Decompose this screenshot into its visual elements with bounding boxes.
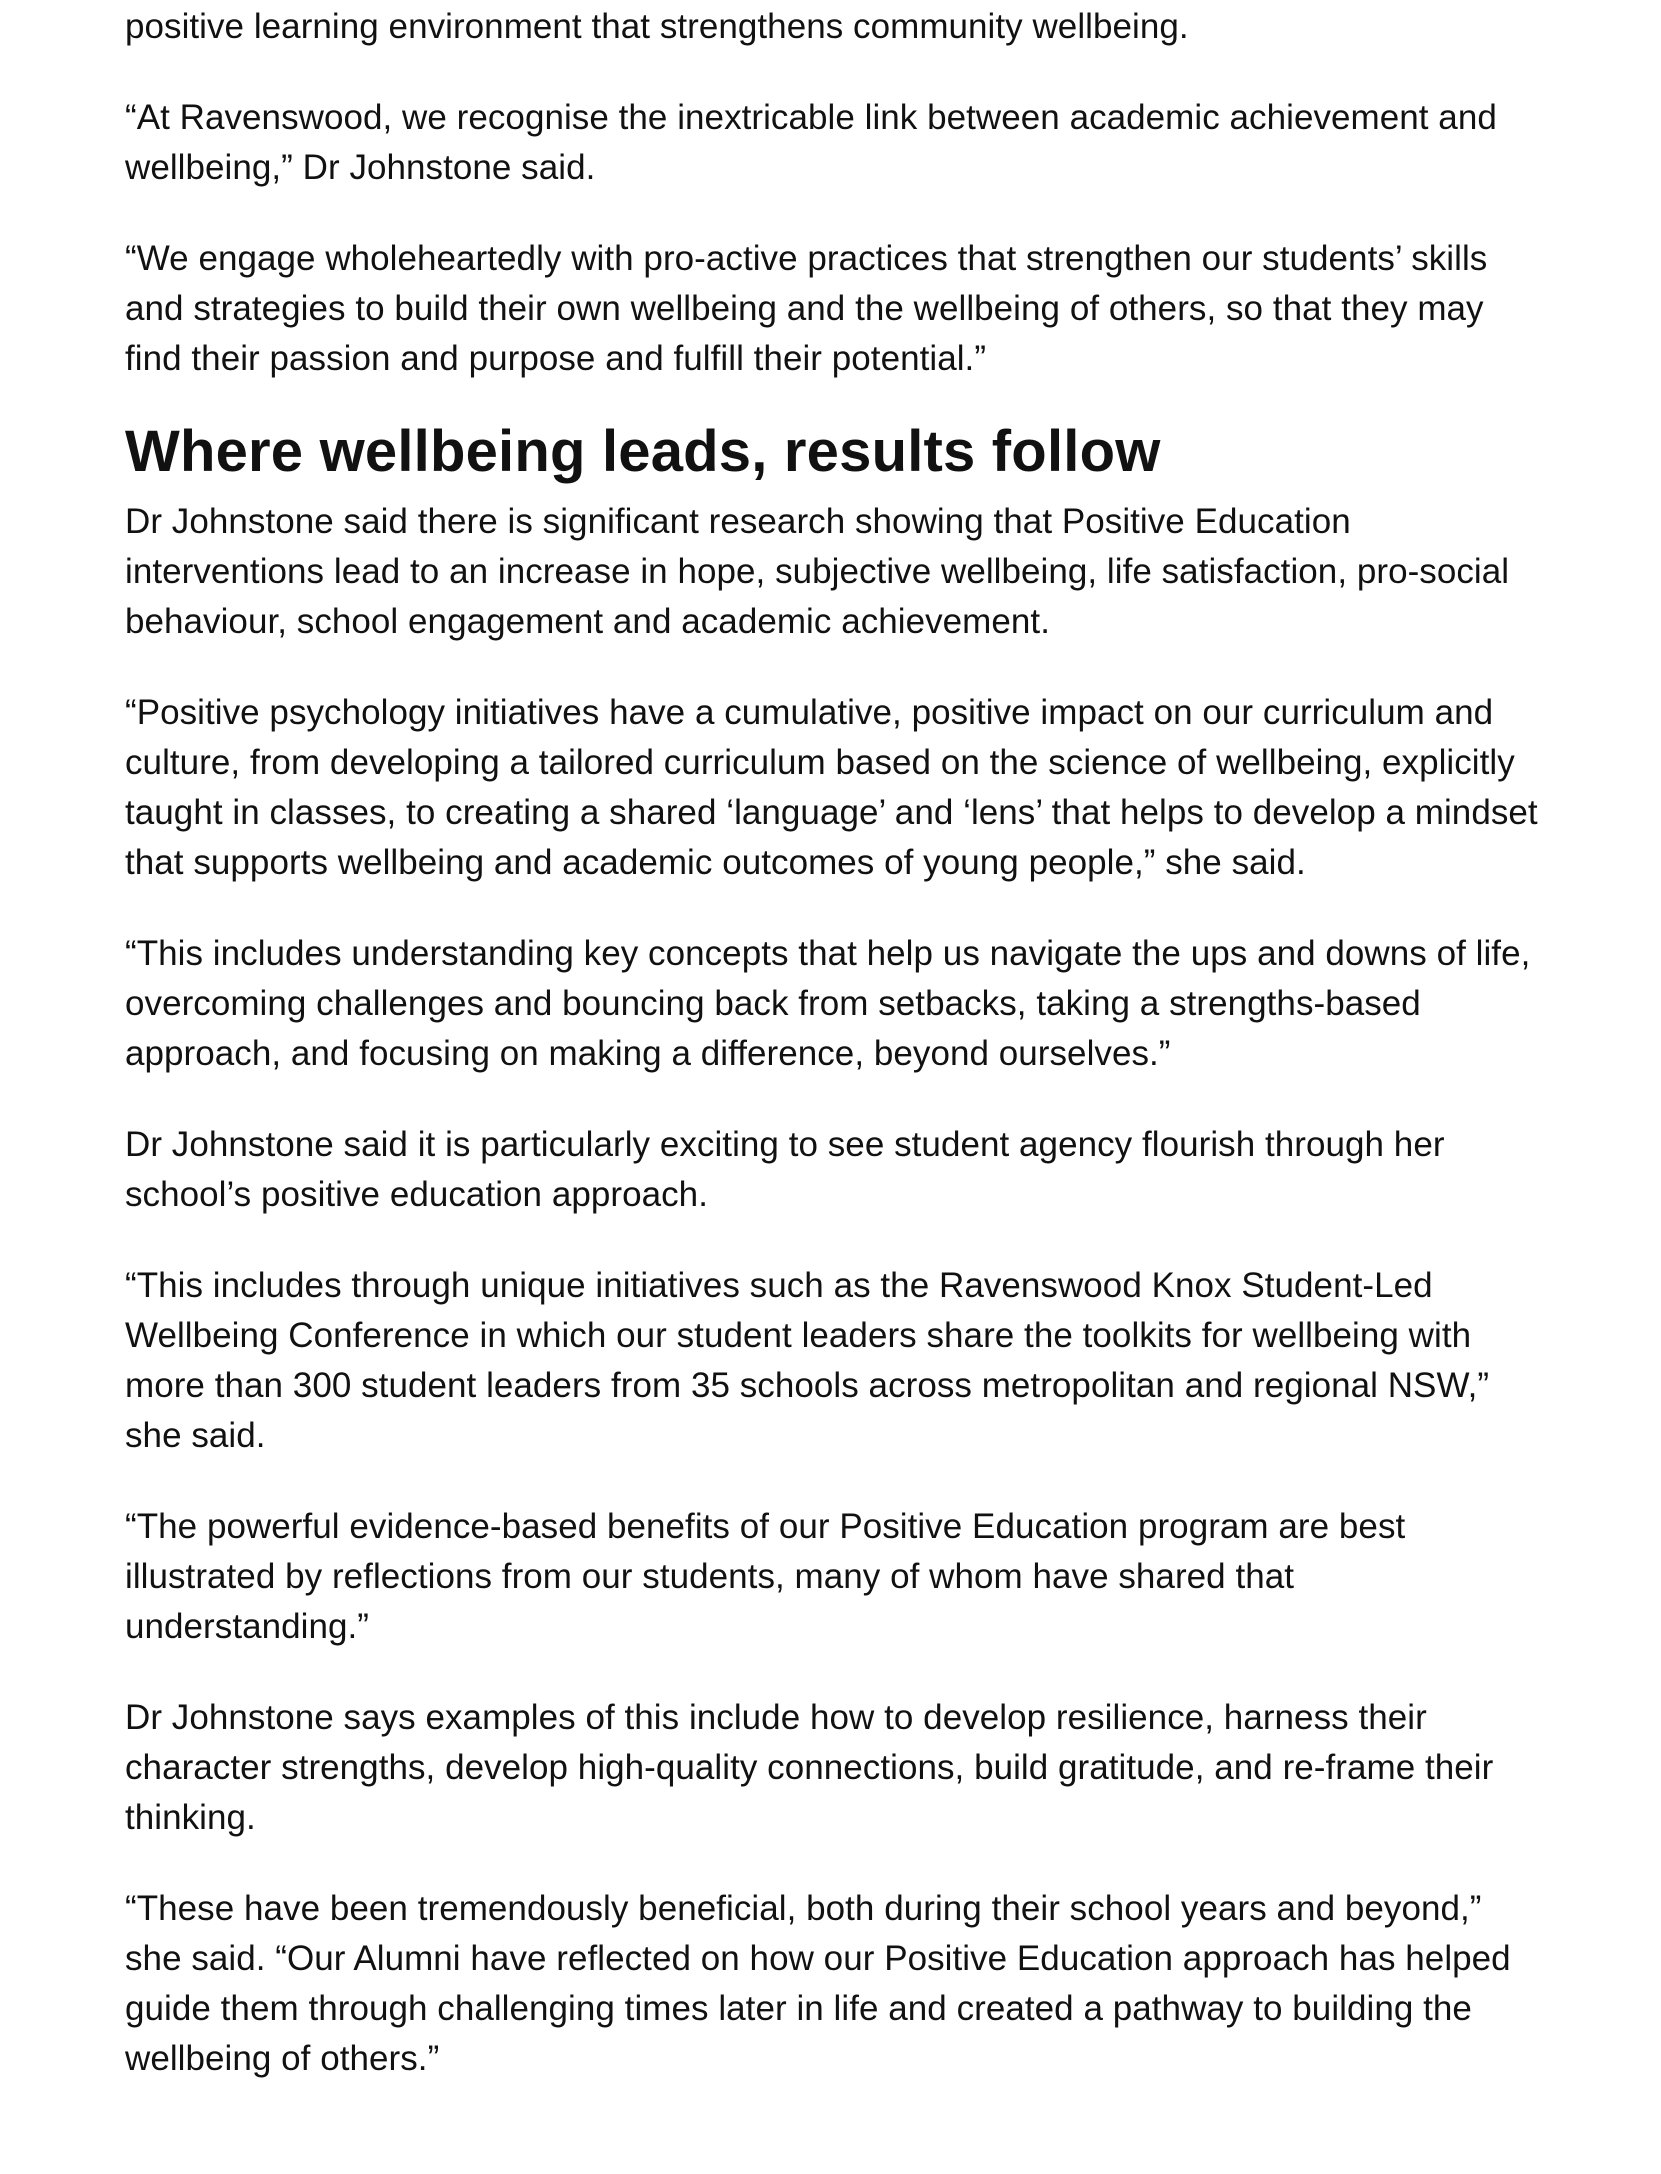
paragraph: “The powerful evidence-based benefits of our Positive Education program are best illustrated by reflections from our students, many of whom have shared that understanding.” (125, 1507, 1406, 1646)
paragraph: “These have been tremendously beneficial, both during their school years and beyond,” she said. “Our Alumni have reflected on how our Positive Education approach has helped guide them through challenging times later in life and created a pathway to building the wellbeing of others.” (125, 1889, 1511, 2078)
paragraph: “This includes through unique initiatives such as the Ravenswood Knox Student-Led Wellbeing Conference in which our student leaders share the toolkits for wellbeing with more than 300 student leaders from 35 schools across metropolitan and regional NSW,” she said. (125, 1266, 1490, 1455)
paragraph: Dr Johnstone said it is particularly exciting to see student agency flourish through her school’s positive education approach. (125, 1125, 1445, 1214)
paragraph: “This includes understanding key concepts that help us navigate the ups and downs of life, overcoming challenges and bouncing back from setbacks, taking a strengths-based approach, and focusing on making a difference, beyond ourselves.” (125, 934, 1531, 1073)
paragraph: Dr Johnstone said there is significant research showing that Positive Education interventions lead to an increase in hope, subjective wellbeing, life satisfaction, pro-social behaviour, school engagement and academic achievement. (125, 502, 1510, 641)
article-body (125, 2, 1545, 2125)
paragraph: Dr Johnstone says examples of this include how to develop resilience, harness their character strengths, develop high-quality connections, build gratitude, and re-frame their thinking. (125, 1698, 1494, 1837)
paragraph: “At Ravenswood, we recognise the inextricable link between academic achievement and wellbeing,” Dr Johnstone said. (125, 98, 1497, 187)
paragraph: “Positive psychology initiatives have a cumulative, positive impact on our curriculum and culture, from developing a tailored curriculum based on the science of wellbeing, explicitly taught in classes, to creating a shared ‘language’ and ‘lens’ that helps to develop a mindset that supports wellbeing and academic outcomes of young people,” she said. (125, 693, 1538, 882)
section-heading: Where wellbeing leads, results follow (125, 419, 1161, 484)
paragraph: “We engage wholeheartedly with pro-active practices that strengthen our students’ skills and strategies to build their own wellbeing and the wellbeing of others, so that they may find their passion and purpose and fulfill their potential.” (125, 239, 1488, 378)
paragraph: positive learning environment that strengthens community wellbeing. (125, 7, 1189, 46)
